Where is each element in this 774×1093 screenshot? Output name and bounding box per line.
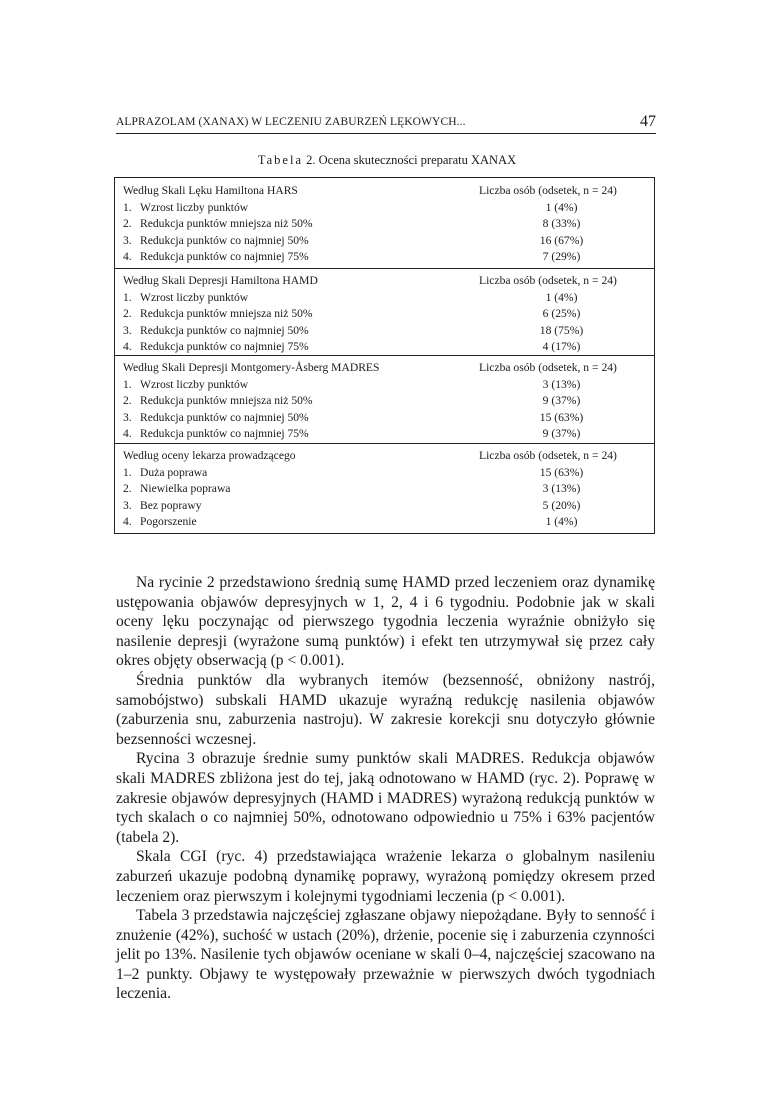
paragraph: Średnia punktów dla wybranych itemów (bezsenność, obniżony nastrój, samobójstwo) subskali HAMD ukazuje wyraźną redukcję nasilenia objawów (zaburzenia snu, zaburzenia nastroju). W zakresie korekcji snu dotyczyło głównie bezsenności wczesnej. bbox=[116, 671, 655, 748]
row-number: 3. bbox=[123, 323, 132, 337]
table-row bbox=[115, 376, 654, 393]
table-section-madres bbox=[115, 355, 654, 442]
row-value: 7 (29%) bbox=[542, 250, 581, 263]
table-section-clinician bbox=[115, 443, 654, 534]
header-rule bbox=[116, 133, 656, 134]
paragraph: Skala CGI (ryc. 4) przedstawiająca wrażenie lekarza o globalnym nasileniu zaburzeń ukazuje podobną dynamikę poprawy, wyrażoną pomiędzy okresem przed leczeniem oraz pierwszym i kolejnymi tygodniami leczenia (p < 0.001). bbox=[116, 848, 655, 905]
caption-label: Tabela bbox=[257, 153, 303, 167]
row-label: Bez poprawy bbox=[140, 498, 202, 512]
row-label: Redukcja punktów mniejsza niż 50% bbox=[140, 217, 313, 230]
row-number: 4. bbox=[123, 250, 132, 263]
table-row bbox=[115, 215, 654, 232]
running-head bbox=[116, 113, 656, 133]
table-row bbox=[115, 425, 654, 442]
row-number: 1. bbox=[123, 200, 132, 214]
count-header: Liczba osób (odsetek, n = 24) bbox=[479, 361, 617, 374]
table-row bbox=[115, 480, 654, 497]
row-value: 18 (75%) bbox=[539, 323, 584, 337]
table-section-hars bbox=[115, 182, 654, 266]
row-value: 1 (4%) bbox=[545, 515, 578, 528]
table-row bbox=[115, 248, 654, 265]
paragraph: Na rycinie 2 przedstawiono średnią sumę HAMD przed leczeniem oraz dynamikę ustępowania objawów depresyjnych w 1, 2, 4 i 6 tygodniu. Podobnie jak w skali oceny lęku poczynając od pierwszego tygodnia leczenia wyraźnie obniżyło się nasilenie depresji (wyrażone sumą punktów) i efekt ten utrzymywał się przez cały okres objęty obserwacją (p < 0.001). bbox=[116, 574, 655, 670]
row-number: 2. bbox=[123, 394, 132, 407]
results-table bbox=[114, 177, 655, 534]
section-title: Według Skali Depresji Hamiltona HAMD bbox=[123, 274, 318, 287]
row-value: 9 (37%) bbox=[542, 427, 581, 440]
table-row bbox=[115, 513, 654, 530]
section-header-row bbox=[115, 182, 654, 199]
paragraph: Tabela 3 przedstawia najczęściej zgłaszane objawy niepożądane. Były to senność i znużenie (42%), suchość w ustach (20%), drżenie, pocenie się i zaburzenia czynności jelit po 13%. Nasilenie tych objawów oceniane w skali 0–4, najczęściej szacowano na 1–2 punkty. Objawy te występowały przeważnie w pierwszych dwóch tygodniach leczenia. bbox=[116, 907, 655, 1003]
table-row bbox=[115, 409, 654, 426]
row-number: 2. bbox=[123, 217, 132, 230]
row-label: Duża poprawa bbox=[140, 465, 208, 479]
row-value: 4 (17%) bbox=[542, 340, 581, 353]
section-header-row bbox=[115, 447, 654, 464]
row-label: Redukcja punktów co najmniej 75% bbox=[140, 340, 309, 353]
row-number: 4. bbox=[123, 515, 132, 528]
row-label: Redukcja punktów mniejsza niż 50% bbox=[140, 394, 313, 407]
table-row bbox=[115, 232, 654, 249]
table-section-hamd bbox=[115, 268, 654, 355]
section-title: Według oceny lekarza prowadzącego bbox=[123, 449, 296, 462]
row-number: 3. bbox=[123, 233, 132, 247]
row-label: Pogorszenie bbox=[140, 515, 197, 528]
count-header: Liczba osób (odsetek, n = 24) bbox=[479, 184, 617, 197]
table-row bbox=[115, 338, 654, 355]
paragraph: Rycina 3 obrazuje średnie sumy punktów skali MADRES. Redukcja objawów skali MADRES zbliżona jest do tej, jaką odnotowano w HAMD (ryc. 2). Poprawę w zakresie objawów depresyjnych (HAMD i MADRES) wyrażoną redukcją punktów w tych skalach o co najmniej 50%, odnotowano odpowiednio u 75% i 63% pacjentów (tabela 2). bbox=[116, 750, 655, 846]
row-value: 1 (4%) bbox=[545, 290, 578, 304]
table-caption bbox=[0, 153, 774, 168]
section-title: Według Skali Depresji Montgomery-Åsberg MADRES bbox=[123, 361, 380, 374]
row-number: 1. bbox=[123, 377, 132, 391]
row-value: 6 (25%) bbox=[542, 307, 581, 320]
row-value: 15 (63%) bbox=[539, 465, 584, 479]
page-number: 47 bbox=[640, 113, 656, 130]
body-text bbox=[116, 573, 655, 1004]
row-number: 2. bbox=[123, 482, 132, 495]
row-value: 3 (13%) bbox=[542, 482, 581, 495]
row-value: 3 (13%) bbox=[542, 377, 581, 391]
section-header-row bbox=[115, 272, 654, 289]
caption-text: Ocena skuteczności preparatu XANAX bbox=[318, 153, 517, 167]
row-label: Redukcja punktów co najmniej 50% bbox=[140, 410, 309, 424]
row-label: Redukcja punktów co najmniej 75% bbox=[140, 250, 309, 263]
row-label: Redukcja punktów co najmniej 75% bbox=[140, 427, 309, 440]
table-row bbox=[115, 199, 654, 216]
table-row bbox=[115, 305, 654, 322]
row-label: Wzrost liczby punktów bbox=[140, 290, 249, 304]
table-row bbox=[115, 464, 654, 481]
row-number: 3. bbox=[123, 410, 132, 424]
row-label: Redukcja punktów mniejsza niż 50% bbox=[140, 307, 313, 320]
table-row bbox=[115, 289, 654, 306]
row-value: 1 (4%) bbox=[545, 200, 578, 214]
row-number: 1. bbox=[123, 290, 132, 304]
row-value: 16 (67%) bbox=[539, 233, 584, 247]
row-value: 15 (63%) bbox=[539, 410, 584, 424]
row-number: 1. bbox=[123, 465, 132, 479]
table-row bbox=[115, 497, 654, 514]
count-header: Liczba osób (odsetek, n = 24) bbox=[479, 449, 617, 462]
row-value: 9 (37%) bbox=[542, 394, 581, 407]
count-header: Liczba osób (odsetek, n = 24) bbox=[479, 274, 617, 287]
row-label: Wzrost liczby punktów bbox=[140, 200, 249, 214]
row-label: Wzrost liczby punktów bbox=[140, 377, 249, 391]
row-number: 4. bbox=[123, 427, 132, 440]
section-header-row bbox=[115, 359, 654, 376]
running-head-title: ALPRAZOLAM (XANAX) W LECZENIU ZABURZEŃ LĘKOWYCH... bbox=[116, 116, 466, 128]
row-number: 4. bbox=[123, 340, 132, 353]
table-row bbox=[115, 322, 654, 339]
row-value: 5 (20%) bbox=[542, 498, 581, 512]
row-value: 8 (33%) bbox=[542, 217, 581, 230]
row-number: 2. bbox=[123, 307, 132, 320]
table-row bbox=[115, 392, 654, 409]
row-label: Redukcja punktów co najmniej 50% bbox=[140, 323, 309, 337]
row-label: Niewielka poprawa bbox=[140, 482, 231, 495]
row-label: Redukcja punktów co najmniej 50% bbox=[140, 233, 309, 247]
caption-number: 2. bbox=[306, 153, 316, 167]
row-number: 3. bbox=[123, 498, 132, 512]
section-title: Według Skali Lęku Hamiltona HARS bbox=[123, 184, 298, 197]
